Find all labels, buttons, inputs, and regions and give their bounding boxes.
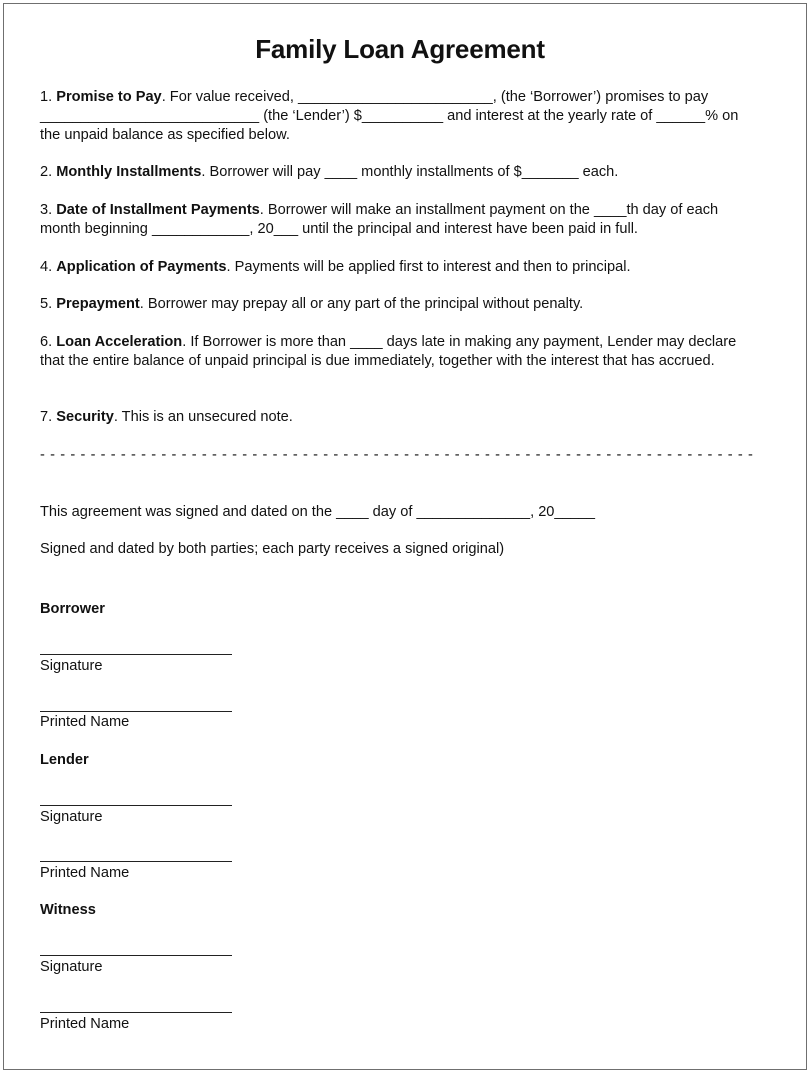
printed-name-line[interactable]	[40, 1012, 232, 1013]
party-label-lender: Lender	[40, 752, 89, 768]
printed-name-line[interactable]	[40, 861, 232, 862]
clause-loan-acceleration	[40, 333, 760, 371]
signature-caption: Signature	[40, 809, 103, 825]
clause-heading: Prepayment	[56, 296, 140, 312]
clause-heading: Date of Installment Payments	[56, 202, 260, 218]
signing-note: Signed and dated by both parties; each party receives a signed original)	[40, 541, 505, 557]
dashed-divider: - - - - - - - - - - - - - - - - - - - - - - - - - - - - - - - - - - - - - - - - - - - - - - - - - - - - - - - - - - - - - - - - - - - - - - -	[40, 447, 754, 463]
signature-line[interactable]	[40, 654, 232, 655]
signature-caption: Signature	[40, 959, 103, 975]
clause-text: . Borrower will pay ____ monthly installments of $_______ each.	[201, 164, 619, 180]
party-label-borrower: Borrower	[40, 601, 105, 617]
printed-name-line[interactable]	[40, 711, 232, 712]
clause-monthly-installments	[40, 163, 760, 182]
signature-caption: Signature	[40, 658, 103, 674]
printed-name-caption: Printed Name	[40, 714, 130, 730]
clause-number: 7.	[40, 409, 53, 425]
signature-line[interactable]	[40, 955, 232, 956]
clause-number: 2.	[40, 164, 53, 180]
document-title: Family Loan Agreement	[255, 34, 545, 64]
clause-heading: Monthly Installments	[56, 164, 202, 180]
clause-number: 1.	[40, 89, 53, 105]
printed-name-caption: Printed Name	[40, 865, 130, 881]
signed-dated-line: This agreement was signed and dated on the ____ day of ______________, 20_____	[40, 504, 596, 520]
clause-application-of-payments	[40, 258, 760, 277]
clause-text: . Payments will be applied first to interest and then to principal.	[226, 259, 631, 275]
clause-heading: Promise to Pay	[56, 89, 162, 105]
clause-heading: Loan Acceleration	[56, 334, 183, 350]
clause-heading: Application of Payments	[56, 259, 227, 275]
clause-date-of-installment-payments	[40, 201, 760, 239]
printed-name-caption: Printed Name	[40, 1016, 130, 1032]
clause-number: 4.	[40, 259, 53, 275]
clause-text: . Borrower will make an installment payment on the ____th day of each month beginning ____________, 20___ until the principal and interest have been paid in full.	[40, 202, 719, 237]
clause-heading: Security	[56, 409, 114, 425]
clause-promise-to-pay	[40, 88, 760, 145]
clause-text: . If Borrower is more than ____ days late in making any payment, Lender may declare that the entire balance of unpaid principal is due immediately, together with the interest that has accrued.	[40, 334, 737, 369]
party-label-witness: Witness	[40, 902, 96, 918]
clause-number: 5.	[40, 296, 53, 312]
signature-line[interactable]	[40, 805, 232, 806]
clause-text: . For value received, ________________________, (the ‘Borrower’) promises to pay ___________________________ (the ‘Lender’) $__________ and interest at the yearly rate of ______% on the unpaid balance as specified below.	[40, 89, 739, 143]
clause-text: . This is an unsecured note.	[113, 409, 293, 425]
clause-security	[40, 408, 760, 427]
clause-text: . Borrower may prepay all or any part of the principal without penalty.	[139, 296, 584, 312]
clause-number: 6.	[40, 334, 53, 350]
clause-prepayment	[40, 295, 760, 314]
clause-number: 3.	[40, 202, 53, 218]
